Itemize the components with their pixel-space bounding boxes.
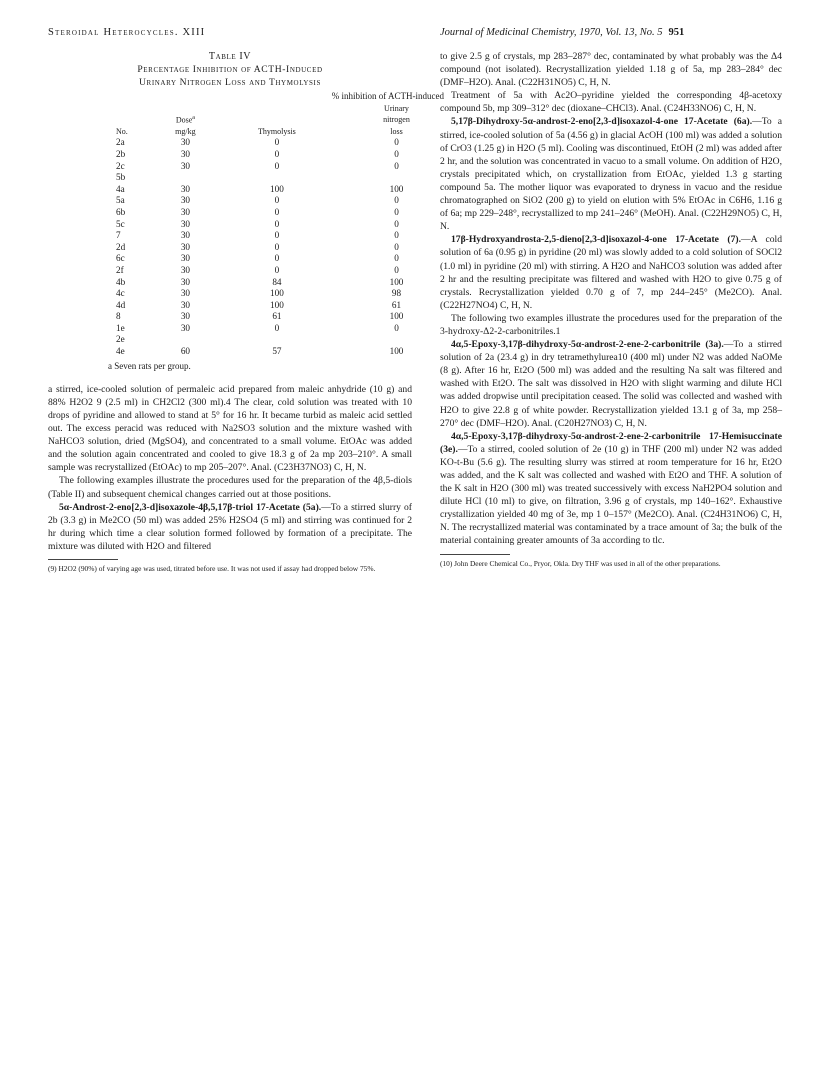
cell-no: 2c [116,160,125,171]
table-row [116,184,446,196]
cell-urinary: 100 [389,311,404,322]
cell-thymolysis: 100 [270,299,284,310]
cell-no: 4b [116,276,126,287]
cell-thymolysis: 57 [272,346,282,357]
cell-dose: 60 [180,346,190,357]
cell-urinary: 98 [391,288,402,299]
running-header-left: Steroidal Heterocycles. XIII [48,27,206,38]
table-row [116,149,446,161]
table-row [116,300,446,312]
table-row [116,323,446,335]
cell-urinary: 0 [394,206,399,217]
cell-thymolysis: 0 [274,218,280,229]
cell-dose: 30 [180,276,190,287]
right-column [440,50,782,569]
left-column [48,50,444,574]
page-number: 951 [668,27,685,38]
compound-heading-3e: 4α,5-Epoxy-3,17β-dihydroxy-5α-androst-2-ene-2-carbonitrile 17-Hemisuccinate (3e). [440,430,782,455]
right-paragraph-1: to give 2.5 g of crystals, mp 283–287° dec, contaminated by what probably was the Δ4 compound (not isolated). Recrystallization yielded 1.18 g of 5a, mp 283–284° dec (DMF–H2O). Anal. (C22H31NO5) C, H, N. [440,51,782,89]
table-header-row [116,103,446,138]
cell-no: 8 [116,311,121,322]
compound-6a-paragraph: 5,17β-Dihydroxy-5α-androst-2-eno[2,3-d]isoxazol-4-one 17-Acetate (6a).—To a stirred, ice-cooled solution of 5a (4.56 g) in glacial AcOH (100 ml) was added a solution of CrO3 (1.25 g) in H2O (5 ml). Cooling was discontinued, EtOH (2 ml) was added after 2 hr, and the solution was concentrated in vacuo to a small volume. On addition of H2O, crystals precipitated which, on crystallization from EtOAc, yielded 1.3 g starting compound 5a. The mother liquor was evaporated to dryness in vacuo and the residue chromatographed on SiO2 (200 g) to yield on elution with 5% EtOAc in C6H6, 1.16 g of 6a; mp 229–248°, recrystallized to mp 241–246° (MeOH). Anal. (C22H29NO5) C, H, N. [440,116,782,233]
cell-no: 2d [116,241,126,252]
compound-heading-7: 17β-Hydroxyandrosta-2,5-dieno[2,3-d]isoxazol-4-one 17-Acetate (7). [451,234,741,246]
col-header-dose: Dose$^a$ mg/kg [175,114,196,136]
cell-thymolysis: 61 [272,311,282,322]
col-header-thymolysis: Thymolysis [258,126,296,136]
cell-thymolysis: 0 [274,322,280,333]
cell-urinary: 0 [394,241,399,252]
cell-dose: 30 [180,322,190,333]
cell-thymolysis: 100 [270,288,284,299]
table-subtitle-2: Urinary Nitrogen Loss and Thymolysis [139,77,321,88]
cell-urinary: 0 [394,195,399,206]
running-header-right [440,27,684,38]
table-row [116,207,446,219]
table-row [116,277,446,289]
cell-no: 2f [116,264,124,275]
compound-heading-3a: 4α,5-Epoxy-3,17β-dihydroxy-5α-androst-2-ene-2-carbonitrile (3a). [451,339,724,351]
col-header-urinary: Urinary nitrogen loss [383,103,410,136]
cell-urinary: 0 [394,137,399,148]
cell-thymolysis: 0 [274,253,280,264]
table-row [116,311,446,323]
cell-thymolysis [207,334,347,346]
cell-no: 7 [116,230,121,241]
cell-dose: 30 [180,218,190,229]
table-row [116,242,446,254]
compound-3a-paragraph: 4α,5-Epoxy-3,17β-dihydroxy-5α-androst-2-ene-2-carbonitrile (3a).—To a stirred solution of 2a (23.4 g) in dry tetramethylurea10 (400 ml) under N2 was added NaOMe (8 g). After 16 hr, Et2O (500 ml) was added and the resulting Na salt was filtered and washed with Et2O. The salt was dissolved in H2O with slight warming and dilute HCl was added dropwise until precipitation ceased. The solid was collected and washed with H2O to give 22.8 g of white powder. Recrystallization yielded 13.1 g of 3a, mp 258–270° dec (DMF–H2O). Anal. (C20H27NO3) C, H, N. [440,339,782,429]
cell-urinary: 0 [394,264,399,275]
cell-dose: 30 [180,160,190,171]
footnote-9: (9) H2O2 (90%) of varying age was used, titrated before use. It was not used if assay had dropped below 75%. [48,563,376,573]
cell-dose: 30 [180,230,190,241]
cell-dose [164,172,207,184]
cell-urinary: 0 [394,148,399,159]
table-subtitle-1: Percentage Inhibition of ACTH-Induced [137,64,323,75]
cell-no: 5b [116,172,126,183]
cell-dose: 30 [180,137,190,148]
col-header-no: No. [116,126,128,136]
table-row [116,137,446,149]
table-row [116,253,446,265]
cell-thymolysis: 0 [274,264,280,275]
left-paragraph-2: The following examples illustrate the procedures used for the preparation of the 4β,5-diols (Table II) and subsequent chemical changes carried out at those positions. [48,475,412,500]
cell-no: 2a [116,137,125,148]
compound-heading-5a: 5α-Androst-2-eno[2,3-d]isoxazole-4β,5,17β-triol 17-Acetate (5a). [59,501,322,513]
footnote-10: (10) John Deere Chemical Co., Pryor, Okla. Dry THF was used in all of the other preparations. [440,558,721,568]
cell-urinary: 0 [394,230,399,241]
table-row [116,230,446,242]
footnote-divider [48,559,118,560]
left-paragraph-1: a stirred, ice-cooled solution of permaleic acid prepared from maleic anhydride (10 g) and 88% H2O2 9 (2.5 ml) in CH2Cl2 (300 ml).4 The clear, cold solution was treated with 10 drops of pyridine and allowed to stand at 5° for 16 hr. It became turbid as maleic acid settled out. The excess peracid was reduced with Na2SO3 solution and the mixture washed with NaHCO3 solution, dried (MgSO4), and concentrated to a small volume. EtOAc was added and the solution again concentrated and cooled to give 18.3 g of 2a mp 203–210°. A small sample was recrystallized (EtOAc) to mp 205–207°. Anal. (C23H37NO3) C, H, N. [48,383,412,474]
cell-dose: 30 [180,253,190,264]
cell-dose: 30 [180,311,190,322]
group-header: % inhibition of ACTH-induced [331,91,444,101]
cell-dose [164,334,207,346]
cell-no: 2e [116,334,125,345]
cell-dose: 30 [180,299,190,310]
table-row [116,288,446,300]
compound-3e-paragraph: 4α,5-Epoxy-3,17β-dihydroxy-5α-androst-2-ene-2-carbonitrile 17-Hemisuccinate (3e).—To a stirred, cooled solution of 2e (10 g) in THF (200 ml) under N2 was added KO-t-Bu (5.6 g). The resulting slurry was stirred at room temperature for 16 hr, Et2O was added, and the K salt was collected and washed with Et2O and THF. A solution of the K salt in H2O (300 ml) was treated successively with excess NaH2PO4 solution and dilute HCl (10 ml) to give, on filtration, 3.96 g of crystals, mp 140–162°. Exhaustive crystallization yielded 40 mg of 3e, mp 1 0–157° (Me2CO). Anal. (C24H31NO6) C, H, N. The recrystallized material was contaminated by a trace amount of 3a; the bulk of the material containing greater amounts of 3a according to tlc. [440,430,782,547]
table-row [116,195,446,207]
cell-urinary: 100 [389,346,404,357]
footnote-divider [440,554,510,555]
cell-urinary [347,172,446,184]
cell-urinary: 0 [394,322,399,333]
cell-no: 4d [116,299,126,310]
cell-no: 2b [116,148,126,159]
cell-thymolysis: 0 [274,241,280,252]
cell-no: 4c [116,288,125,299]
table-body [116,137,446,357]
table-row [116,161,446,173]
table-group-header [116,91,446,103]
cell-urinary: 0 [394,160,399,171]
cell-no: 4e [116,346,125,357]
table-row [116,346,446,358]
cell-dose: 30 [180,288,190,299]
cell-thymolysis: 0 [274,230,280,241]
cell-dose: 30 [180,195,190,206]
table-footnote: a Seven rats per group. [108,360,191,371]
cell-thymolysis [207,172,347,184]
cell-dose: 30 [180,241,190,252]
cell-urinary: 100 [389,183,404,194]
cell-urinary [347,334,446,346]
cell-no: 1e [116,322,125,333]
cell-no: 4a [116,183,125,194]
left-compound-paragraph: 5α-Androst-2-eno[2,3-d]isoxazole-4β,5,17β-triol 17-Acetate (5a).—To a stirred slurry of 2b (3.3 g) in Me2CO (50 ml) was added 25% H2SO4 (5 ml) and stirring was continued for 2 hr during which time a clear solution formed followed by formation of a precipitate. The mixture was diluted with H2O and filtered [48,501,412,552]
cell-no: 6c [116,253,125,264]
table-row [116,172,446,184]
data-table [116,91,446,358]
cell-thymolysis: 0 [274,195,280,206]
cell-dose: 30 [180,264,190,275]
right-paragraph-2: Treatment of 5a with Ac2O–pyridine yielded the corresponding 4β-acetoxy compound 5b, mp 309–312° dec (dioxane–CHCl3). Anal. (C24H33NO6) C, H, N. [440,90,782,115]
compound-heading-6a: 5,17β-Dihydroxy-5α-androst-2-eno[2,3-d]isoxazol-4-one 17-Acetate (6a). [451,116,753,128]
cell-urinary: 61 [391,299,402,310]
cell-no: 5c [116,218,125,229]
cell-thymolysis: 0 [274,148,280,159]
table-row [116,334,446,346]
cell-thymolysis: 0 [274,206,280,217]
cell-thymolysis: 0 [274,137,280,148]
journal-citation: Journal of Medicinal Chemistry, 1970, Vol. 13, No. 5 [440,27,663,38]
cell-dose: 30 [180,183,190,194]
table-row [116,219,446,231]
cell-no: 6b [116,206,126,217]
cell-thymolysis: 0 [274,160,280,171]
cell-dose: 30 [180,206,190,217]
cell-urinary: 0 [394,218,399,229]
right-paragraph-3: The following two examples illustrate the procedures used for the preparation of the 3-hydroxy-Δ2-2-carbonitriles.1 [440,312,782,337]
table-row [116,265,446,277]
compound-7-paragraph: 17β-Hydroxyandrosta-2,5-dieno[2,3-d]isoxazol-4-one 17-Acetate (7).—A cold solution of 6a (0.95 g) in pyridine (20 ml) was slowly added to a cold solution of SOCl2 (1.0 ml) in pyridine (20 ml) with stirring. A H2O and NaHCO3 solution was added after 2 hr and the resulting precipitate was filtered and washed with H2O to give 0.75 g of crystals. Recrystallization yielded 0.70 g of 7, mp 244–245° (Me2CO). Anal. (C22H27NO4) C, H, N. [440,234,782,311]
cell-urinary: 0 [394,253,399,264]
cell-thymolysis: 100 [270,183,284,194]
cell-no: 5a [116,195,125,206]
cell-thymolysis: 84 [272,276,282,287]
cell-dose: 30 [180,148,190,159]
cell-urinary: 100 [389,276,404,287]
table-title: Table IV [208,51,252,62]
